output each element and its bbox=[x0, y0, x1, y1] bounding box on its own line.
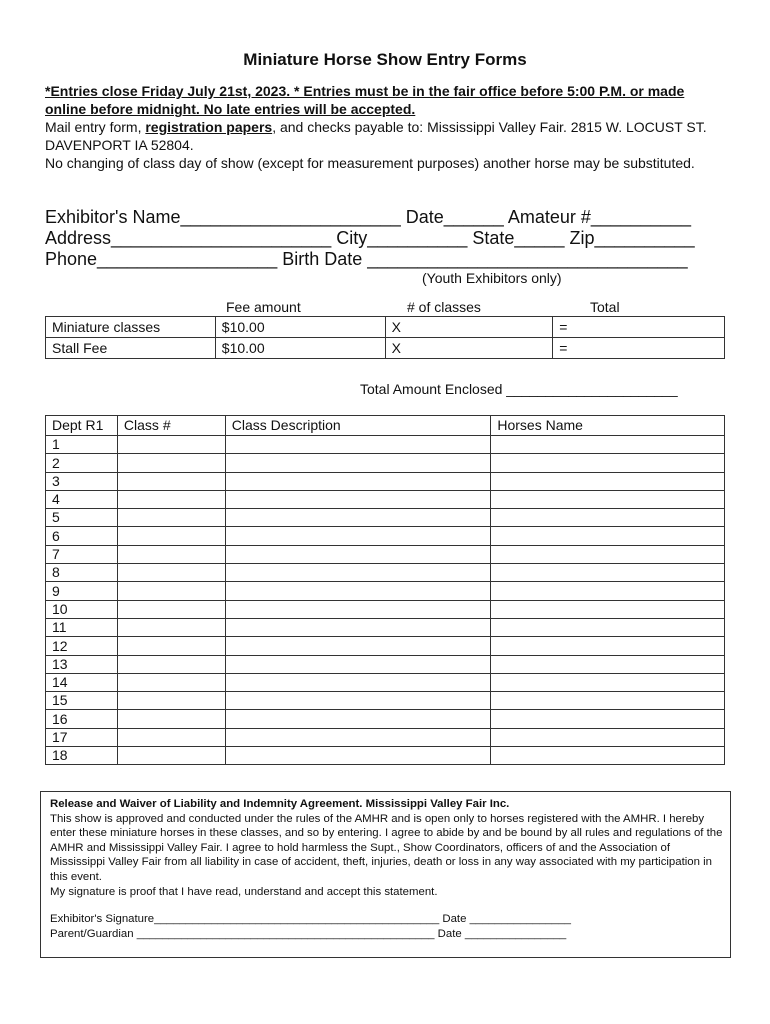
row-number: 10 bbox=[46, 600, 118, 618]
row-number: 17 bbox=[46, 728, 118, 746]
horse-name-header: Horses Name bbox=[491, 416, 725, 436]
class-number-cell[interactable] bbox=[117, 509, 225, 527]
class-number-cell[interactable] bbox=[117, 747, 225, 765]
row-number: 18 bbox=[46, 747, 118, 765]
table-row bbox=[46, 747, 725, 765]
table-row bbox=[46, 582, 725, 600]
horse-name-cell[interactable] bbox=[491, 454, 725, 472]
class-number-cell[interactable] bbox=[117, 545, 225, 563]
fee-row-miniature bbox=[46, 317, 725, 338]
entry-notice bbox=[45, 82, 725, 172]
horse-name-cell[interactable] bbox=[491, 728, 725, 746]
table-row bbox=[46, 637, 725, 655]
fee-total-header: Total bbox=[590, 299, 620, 315]
table-row bbox=[46, 655, 725, 673]
fee-row-stall bbox=[46, 338, 725, 359]
horse-name-cell[interactable] bbox=[491, 564, 725, 582]
row-number: 8 bbox=[46, 564, 118, 582]
class-description-cell[interactable] bbox=[225, 527, 491, 545]
row-number: 5 bbox=[46, 509, 118, 527]
class-description-cell[interactable] bbox=[225, 728, 491, 746]
fee-table bbox=[45, 316, 725, 359]
horse-name-cell[interactable] bbox=[491, 673, 725, 691]
row-number: 7 bbox=[46, 545, 118, 563]
row-number: 6 bbox=[46, 527, 118, 545]
table-row bbox=[46, 564, 725, 582]
class-number-cell[interactable] bbox=[117, 710, 225, 728]
class-entry-table bbox=[45, 415, 725, 765]
table-row bbox=[46, 618, 725, 636]
class-number-cell[interactable] bbox=[117, 618, 225, 636]
class-number-cell[interactable] bbox=[117, 436, 225, 454]
class-table-header bbox=[46, 416, 725, 436]
row-number: 1 bbox=[46, 436, 118, 454]
phone-line[interactable]: Phone__________________ Birth Date ________________________________ bbox=[45, 249, 688, 269]
row-number: 12 bbox=[46, 637, 118, 655]
row-number: 15 bbox=[46, 692, 118, 710]
exhibitor-name-line[interactable]: Exhibitor's Name______________________ Date______ Amateur #__________ bbox=[45, 207, 691, 227]
row-number: 16 bbox=[46, 710, 118, 728]
exhibitor-signature-line[interactable]: Exhibitor's Signature_____________________________________________ Date ________________ bbox=[50, 913, 571, 926]
horse-name-cell[interactable] bbox=[491, 582, 725, 600]
class-description-cell[interactable] bbox=[225, 710, 491, 728]
class-description-cell[interactable] bbox=[225, 692, 491, 710]
horse-name-cell[interactable] bbox=[491, 692, 725, 710]
fee-amount-header: Fee amount bbox=[226, 299, 301, 315]
class-number-cell[interactable] bbox=[117, 655, 225, 673]
waiver-proof: My signature is proof that I have read, understand and accept this statement. bbox=[50, 885, 438, 898]
class-count-header: # of classes bbox=[407, 299, 481, 315]
horse-name-cell[interactable] bbox=[491, 747, 725, 765]
table-row bbox=[46, 728, 725, 746]
table-row bbox=[46, 710, 725, 728]
class-description-header: Class Description bbox=[225, 416, 491, 436]
class-description-cell[interactable] bbox=[225, 436, 491, 454]
waiver-body: This show is approved and conducted under the rules of the AMHR and is open only to horses registered with the AMHR. I hereby enter these miniature horses in these classes, and so by entering. I agree to abide by and be bound by all rules and regulations of the AMHR and Mississippi Valley Fair. I agree to hold harmless the Supt., Show Coordinators, officers of and the Association of Mississippi Valley Fair from all liability in case of accident, theft, injuries, death or loss in any way associated with my participation in this event. bbox=[50, 812, 723, 883]
table-row bbox=[46, 600, 725, 618]
class-number-cell[interactable] bbox=[117, 454, 225, 472]
class-description-cell[interactable] bbox=[225, 509, 491, 527]
class-description-cell[interactable] bbox=[225, 454, 491, 472]
horse-name-cell[interactable] bbox=[491, 472, 725, 490]
class-number-header: Class # bbox=[117, 416, 225, 436]
horse-name-cell[interactable] bbox=[491, 655, 725, 673]
horse-name-cell[interactable] bbox=[491, 490, 725, 508]
class-description-cell[interactable] bbox=[225, 545, 491, 563]
deadline-notice: *Entries close Friday July 21st, 2023. * Entries must be in the fair office before 5:00 P.M. or made online before midnight. No late entries will be accepted. bbox=[45, 83, 685, 117]
class-description-cell[interactable] bbox=[225, 618, 491, 636]
fee-amount: $10.00 bbox=[215, 317, 385, 338]
class-description-cell[interactable] bbox=[225, 747, 491, 765]
row-number: 14 bbox=[46, 673, 118, 691]
class-number-cell[interactable] bbox=[117, 692, 225, 710]
class-description-cell[interactable] bbox=[225, 637, 491, 655]
class-number-cell[interactable] bbox=[117, 728, 225, 746]
horse-name-cell[interactable] bbox=[491, 509, 725, 527]
class-number-cell[interactable] bbox=[117, 600, 225, 618]
class-description-cell[interactable] bbox=[225, 673, 491, 691]
waiver-title: Release and Waiver of Liability and Indemnity Agreement. Mississippi Valley Fair Inc. bbox=[50, 798, 510, 810]
horse-name-cell[interactable] bbox=[491, 618, 725, 636]
class-description-cell[interactable] bbox=[225, 655, 491, 673]
no-change-notice: No changing of class day of show (except for measurement purposes) another horse may be substituted. bbox=[45, 155, 695, 171]
horse-name-cell[interactable] bbox=[491, 637, 725, 655]
class-description-cell[interactable] bbox=[225, 490, 491, 508]
class-number-cell[interactable] bbox=[117, 564, 225, 582]
fee-label: Miniature classes bbox=[46, 317, 216, 338]
mail-instructions bbox=[45, 118, 725, 154]
horse-name-cell[interactable] bbox=[491, 527, 725, 545]
table-row bbox=[46, 692, 725, 710]
guardian-signature-line[interactable]: Parent/Guardian _______________________________________________ Date ________________ bbox=[50, 927, 567, 940]
row-number: 4 bbox=[46, 490, 118, 508]
horse-name-cell[interactable] bbox=[491, 545, 725, 563]
dept-header: Dept R1 bbox=[46, 416, 118, 436]
class-description-cell[interactable] bbox=[225, 582, 491, 600]
horse-name-cell[interactable] bbox=[491, 600, 725, 618]
class-number-cell[interactable] bbox=[117, 637, 225, 655]
fee-count[interactable]: X bbox=[385, 317, 553, 338]
table-row bbox=[46, 454, 725, 472]
class-description-cell[interactable] bbox=[225, 564, 491, 582]
table-row bbox=[46, 673, 725, 691]
mail-suffix: , and checks payable to: Mississippi Valley Fair. 2815 W. LOCUST ST. DAVENPORT IA 52804. bbox=[45, 119, 707, 153]
class-description-cell[interactable] bbox=[225, 472, 491, 490]
table-row bbox=[46, 490, 725, 508]
horse-name-cell[interactable] bbox=[491, 710, 725, 728]
fee-count[interactable]: X bbox=[385, 338, 553, 359]
total-amount-enclosed[interactable]: Total Amount Enclosed ______________________ bbox=[360, 381, 678, 397]
class-number-cell[interactable] bbox=[117, 472, 225, 490]
row-number: 13 bbox=[46, 655, 118, 673]
class-number-cell[interactable] bbox=[117, 527, 225, 545]
class-number-cell[interactable] bbox=[117, 490, 225, 508]
table-row bbox=[46, 472, 725, 490]
row-number: 9 bbox=[46, 582, 118, 600]
class-description-cell[interactable] bbox=[225, 600, 491, 618]
mail-prefix: Mail entry form, bbox=[45, 119, 146, 135]
class-number-cell[interactable] bbox=[117, 582, 225, 600]
fee-total[interactable]: = bbox=[553, 338, 725, 359]
row-number: 2 bbox=[46, 454, 118, 472]
table-row bbox=[46, 436, 725, 454]
registration-papers-emphasis: registration papers bbox=[145, 119, 273, 135]
horse-name-cell[interactable] bbox=[491, 436, 725, 454]
page-title: Miniature Horse Show Entry Forms bbox=[243, 50, 527, 69]
row-number: 3 bbox=[46, 472, 118, 490]
class-number-cell[interactable] bbox=[117, 673, 225, 691]
fee-label: Stall Fee bbox=[46, 338, 216, 359]
table-row bbox=[46, 527, 725, 545]
row-number: 11 bbox=[46, 618, 118, 636]
youth-note: (Youth Exhibitors only) bbox=[422, 270, 562, 286]
fee-total[interactable]: = bbox=[553, 317, 725, 338]
address-line[interactable]: Address______________________ City__________ State_____ Zip__________ bbox=[45, 228, 695, 248]
waiver-box bbox=[40, 791, 731, 958]
table-row bbox=[46, 545, 725, 563]
table-row bbox=[46, 509, 725, 527]
fee-amount: $10.00 bbox=[215, 338, 385, 359]
